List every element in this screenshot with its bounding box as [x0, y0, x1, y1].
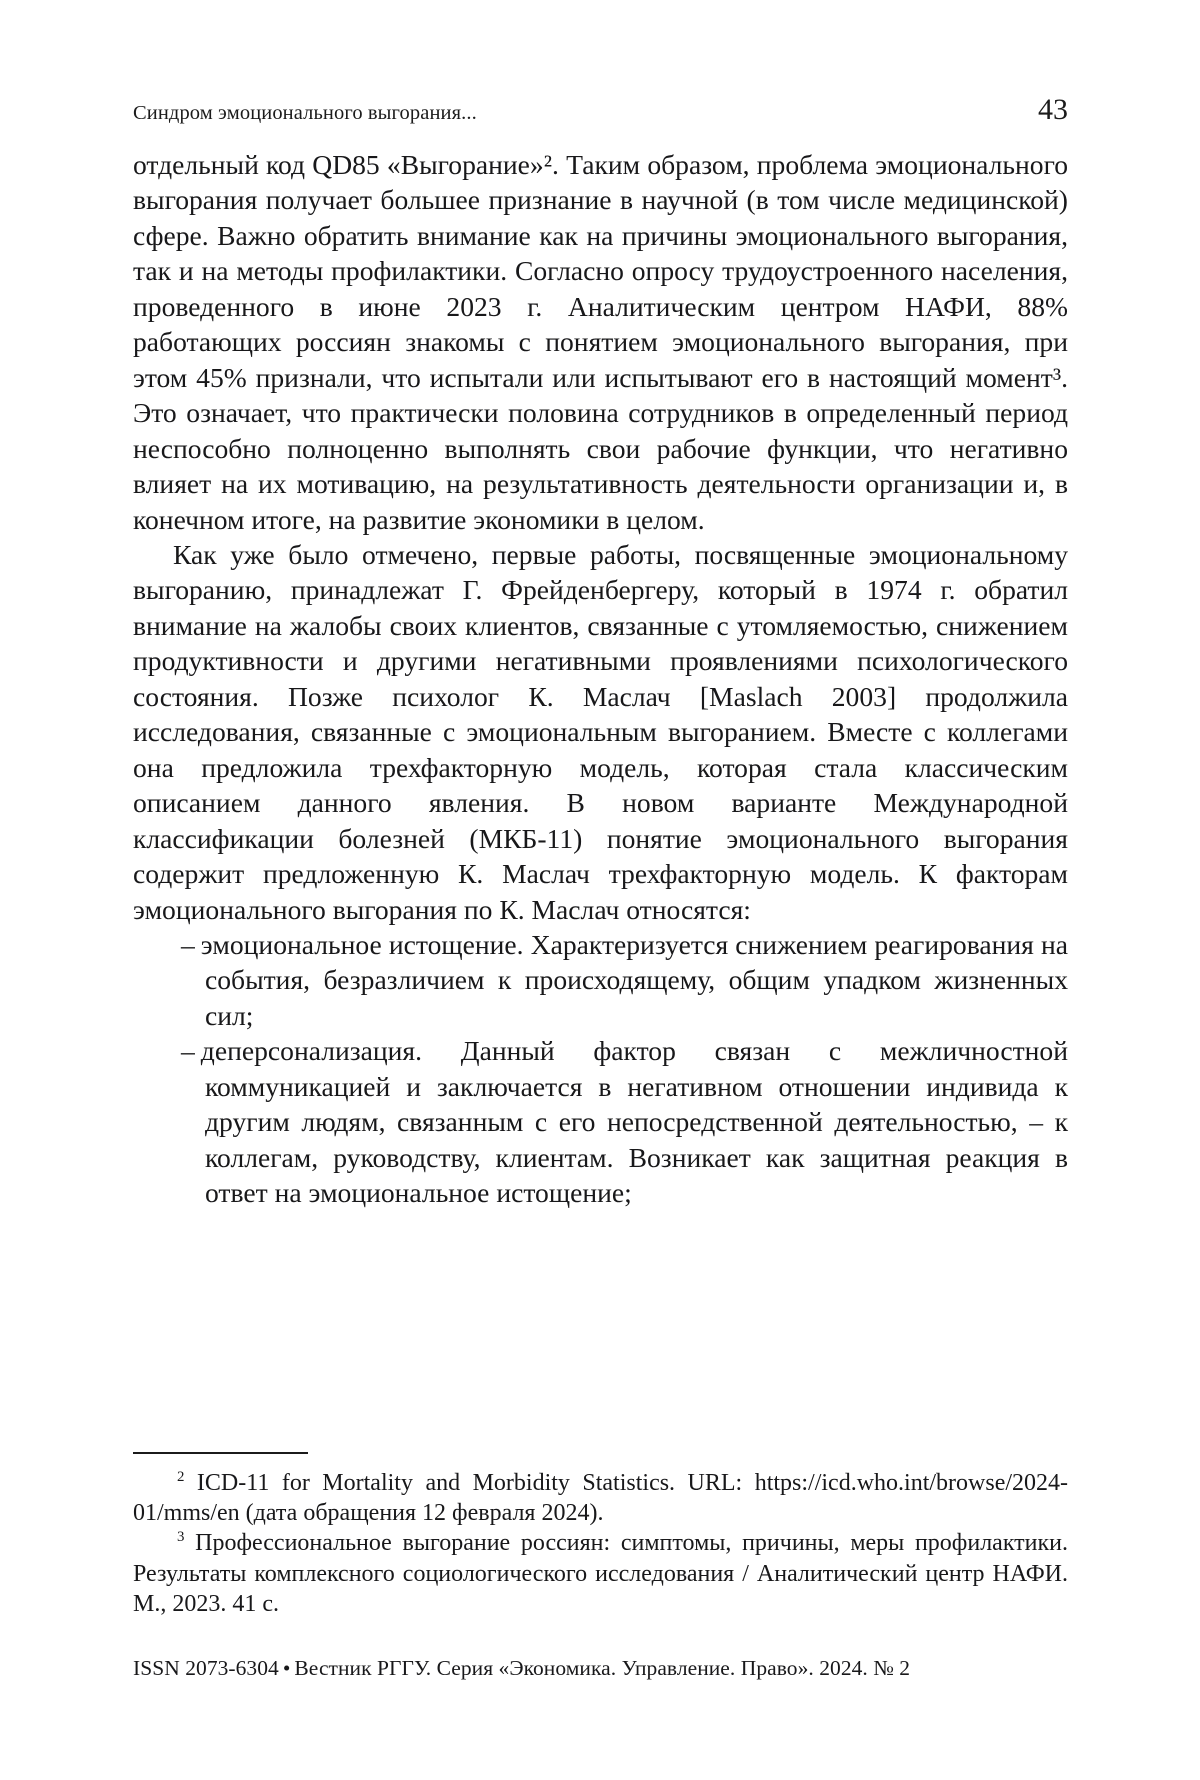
- page-content: [133, 95, 1068, 1211]
- footnote-marker: 2: [177, 1469, 185, 1485]
- list-item: [133, 927, 1068, 1033]
- footnote-text: ICD-11 for Mortality and Morbidity Statistics. URL: https://icd.who.int/browse/2024-01/mms/en (дата обращения 12 февраля 2024).: [133, 1470, 1068, 1527]
- list-item-text: деперсонализация. Данный фактор связан с межличностной коммуникацией и заключается в негативном отношении индивида к другим людям, связанным с его непосредственной деятельностью, – к коллегам, руководству, клиентам. Возникает как защитная реакция в ответ на эмоциональное истощение;: [200, 1035, 1068, 1209]
- page-number: 43: [1038, 93, 1068, 126]
- paragraph-1: отдельный код QD85 «Выгорание»². Таким образом, проблема эмоционального выгорания получает большее признание в научной (в том числе медицинской) сфере. Важно обратить внимание как на причины эмоционального выгорания, так и на методы профилактики. Согласно опросу трудоустроенного населения, проведенного в июне 2023 г. Аналитическим центром НАФИ, 88% работающих россиян знакомы с понятием эмоционального выгорания, при этом 45% признали, что испытали или испытывают его в настоящий момент³. Это означает, что практически половина сотрудников в определенный период неспособно полноценно выполнять свои рабочие функции, что негативно влияет на их мотивацию, на результативность деятельности организации и, в конечном итоге, на развитие экономики в целом.: [133, 149, 1068, 535]
- body-text: [133, 147, 1068, 927]
- list-item: [133, 1033, 1068, 1210]
- running-head: [133, 95, 1068, 125]
- footer-separator: •: [282, 1656, 291, 1680]
- factors-list: [133, 927, 1068, 1211]
- paragraph-2: Как уже было отмечено, первые работы, посвященные эмоциональному выгоранию, принадлежат Г. Фрейденбергеру, который в 1974 г. обратил внимание на жалобы своих клиентов, связанные с утомляемостью, снижением продуктивности и другими негативными проявлениями психологического состояния. Позже психолог К. Маслач [Maslach 2003] продолжила исследования, связанные с эмоциональным выгоранием. Вместе с коллегами она предложила трехфакторную модель, которая стала классическим описанием данного явления. В новом варианте Международной классификации болезней (МКБ-11) понятие эмоционального выгорания содержит предложенную К. Маслач трехфакторную модель. К факторам эмоционального выгорания по К. Маслач относятся:: [133, 538, 1068, 925]
- footnote-marker: 3: [177, 1529, 185, 1546]
- list-item-text: эмоциональное истощение. Характеризуется снижением реагирования на события, безразличием к происходящему, общим упадком жизненных сил;: [200, 928, 1068, 1031]
- page-footer: [133, 1656, 1068, 1681]
- running-head-title: Синдром эмоционального выгорания...: [133, 102, 477, 124]
- footnote-2: [133, 1468, 1068, 1528]
- journal-title: Вестник РГГУ. Серия «Экономика. Управление. Право». 2024. № 2: [294, 1656, 911, 1680]
- footnote-separator-rule: [133, 1452, 308, 1454]
- footnote-3: [133, 1528, 1068, 1619]
- footnote-text: Профессиональное выгорание россиян: симптомы, причины, меры профилактики. Результаты комплексного социологического исследования / Аналитический центр НАФИ. М., 2023. 41 с.: [133, 1530, 1069, 1617]
- list-dash: –: [181, 928, 195, 960]
- list-dash: –: [181, 1035, 195, 1067]
- issn-label: ISSN 2073-6304: [133, 1656, 279, 1680]
- footnote-zone: [133, 1452, 1068, 1619]
